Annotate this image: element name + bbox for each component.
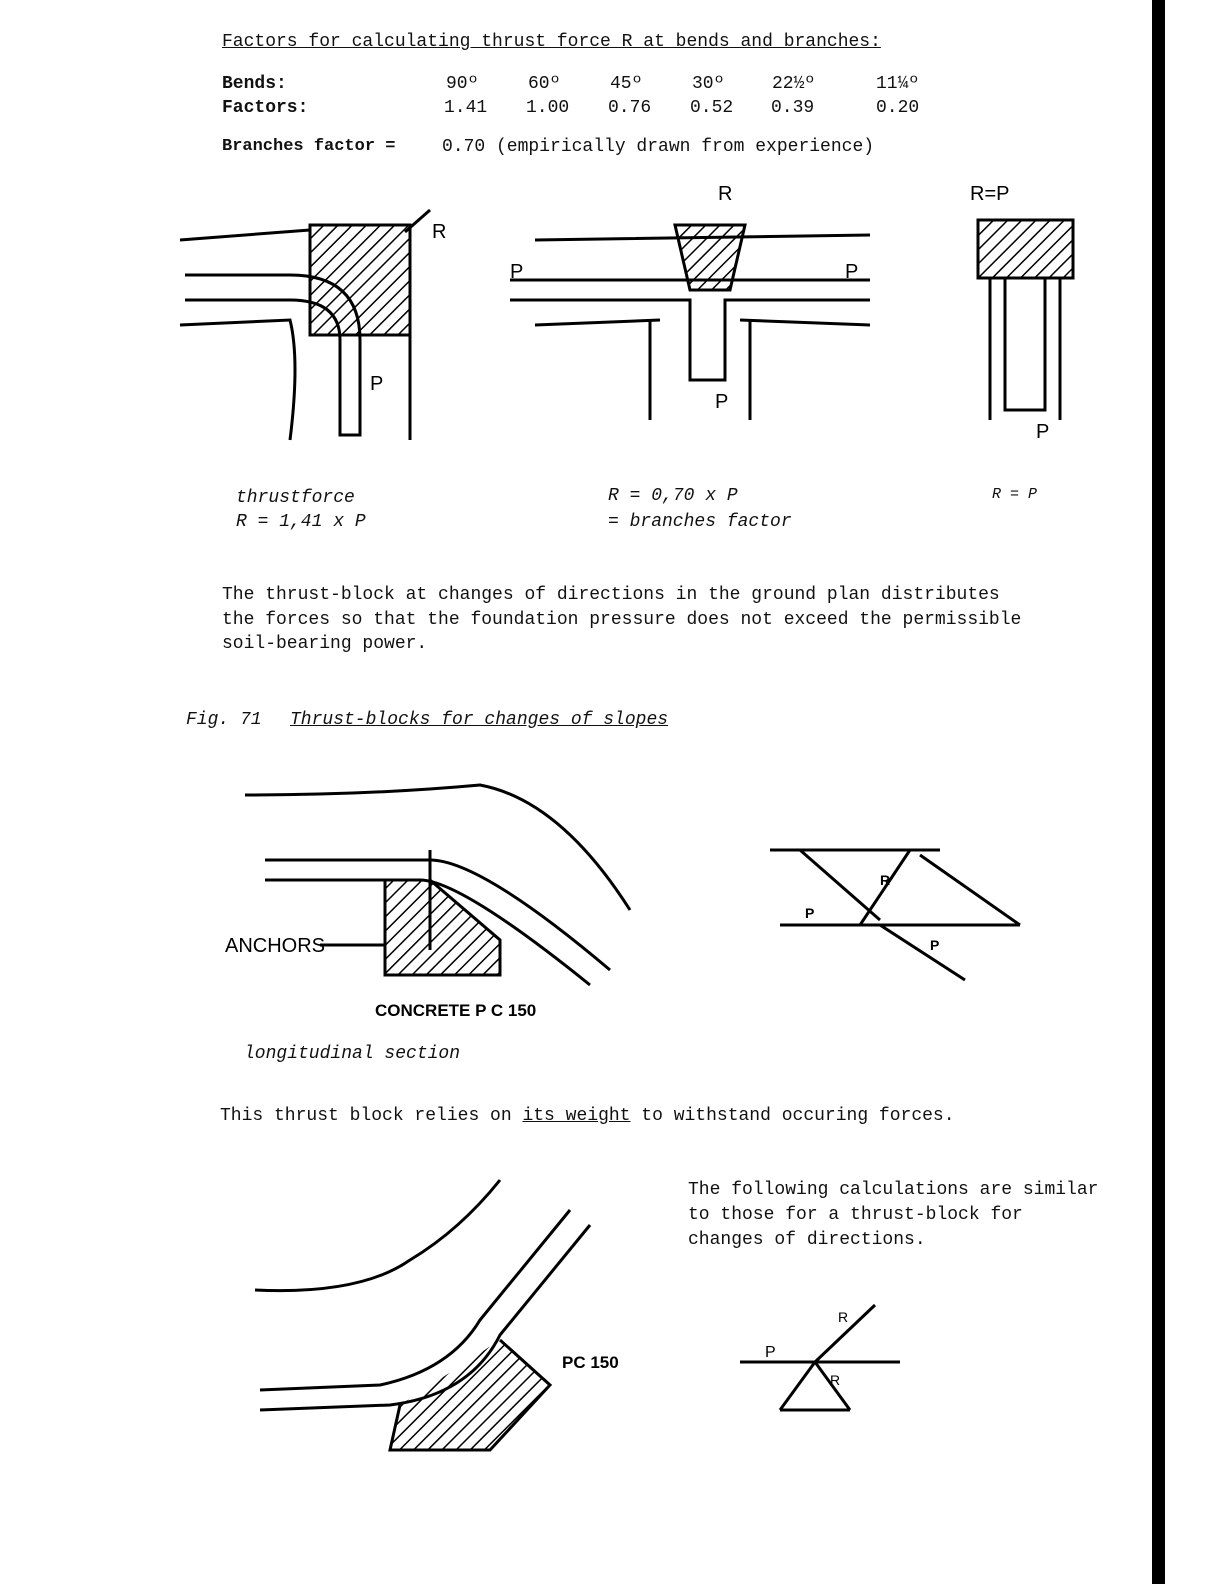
- vector-p2: P: [930, 937, 940, 953]
- caption-deadend: R = P: [992, 486, 1038, 503]
- paragraph1-line3: soil-bearing power.: [222, 634, 428, 654]
- fig71-title: Thrust-blocks for changes of slopes: [290, 710, 669, 730]
- bend-5: 11¼º: [876, 74, 920, 94]
- factor-0: 1.41: [444, 98, 488, 118]
- drawing-stroke: [405, 210, 430, 232]
- drawing-stroke: [978, 220, 1073, 278]
- caption-bend-1: thrustforce: [236, 488, 355, 508]
- sentence-before: This thrust block relies on: [220, 1106, 523, 1126]
- vector-r1: R: [838, 1309, 849, 1325]
- label-p-branch: P: [715, 391, 729, 413]
- scan-border: [1152, 0, 1165, 1584]
- drawing-stroke: [385, 880, 500, 975]
- paragraph2-line2: to those for a thrust-block for: [688, 1205, 1023, 1225]
- drawing-stroke: [390, 1340, 550, 1450]
- bend-0: 90º: [446, 74, 479, 94]
- factors-label: Factors:: [222, 98, 309, 118]
- weight-sentence: [220, 1106, 955, 1126]
- factor-5: 0.20: [876, 98, 920, 118]
- label-r-bend: R: [432, 221, 447, 243]
- concrete-label: CONCRETE P C 150: [375, 1001, 537, 1020]
- label-p-left: P: [510, 261, 524, 283]
- ground-line: [255, 1180, 500, 1291]
- vector-r: R: [880, 872, 891, 888]
- label-r-branch: R: [718, 183, 733, 205]
- factor-1: 1.00: [526, 98, 570, 118]
- drawing-stroke: [245, 785, 1020, 985]
- paragraph2-line3: changes of directions.: [688, 1230, 926, 1250]
- factor-4: 0.39: [771, 98, 815, 118]
- paragraph1-line2: the forces so that the foundation pressure does not exceed the permissible: [222, 610, 1022, 630]
- label-r-equals-p: R=P: [970, 183, 1010, 205]
- fig71-caption: longitudinal section: [244, 1044, 461, 1064]
- uphill-block-diagram: [240, 1170, 920, 1490]
- pc150-label: PC 150: [562, 1353, 619, 1372]
- label-p-right: P: [845, 261, 859, 283]
- bend-3: 30º: [692, 74, 725, 94]
- drawing-stroke: [990, 278, 1060, 420]
- vector-p1: P: [805, 905, 815, 921]
- table-title: Factors for calculating thrust force R at bends and branches:: [222, 32, 881, 52]
- paragraph1-line1: The thrust-block at changes of directions in the ground plan distributes: [222, 585, 1000, 605]
- bends-label: Bends:: [222, 74, 287, 94]
- dead-end-diagram: [978, 220, 1073, 420]
- bend-4: 22½º: [772, 74, 816, 94]
- fig71-number: Fig. 71: [186, 710, 262, 730]
- vector-r2: R: [830, 1372, 841, 1388]
- label-p-bend: P: [370, 373, 384, 395]
- sentence-underlined: its weight: [522, 1106, 631, 1126]
- bend-1: 60º: [528, 74, 561, 94]
- sentence-after: to withstand occuring forces.: [630, 1106, 955, 1126]
- drawing-stroke: [255, 1180, 900, 1450]
- vector-p: P: [765, 1344, 776, 1361]
- thrust-block-diagrams: [170, 180, 1120, 480]
- slope-block-diagram: [220, 770, 1040, 1020]
- caption-branch-2: = branches factor: [608, 512, 792, 532]
- factor-2: 0.76: [608, 98, 652, 118]
- drawing-stroke: [740, 1305, 900, 1410]
- branches-label: Branches factor =: [222, 137, 396, 156]
- caption-bend-2: R = 1,41 x P: [236, 512, 366, 532]
- branches-value: 0.70 (empirically drawn from experience): [442, 137, 875, 157]
- paragraph2-line1: The following calculations are similar: [688, 1180, 1099, 1200]
- branch-diagram: [510, 225, 870, 420]
- anchors-label: ANCHORS: [225, 935, 326, 957]
- drawing-stroke: [510, 280, 870, 380]
- bend-2: 45º: [610, 74, 643, 94]
- factor-3: 0.52: [690, 98, 734, 118]
- bend-diagram: [180, 210, 430, 440]
- caption-branch-1: R = 0,70 x P: [608, 486, 738, 506]
- label-p-deadend: P: [1036, 421, 1050, 443]
